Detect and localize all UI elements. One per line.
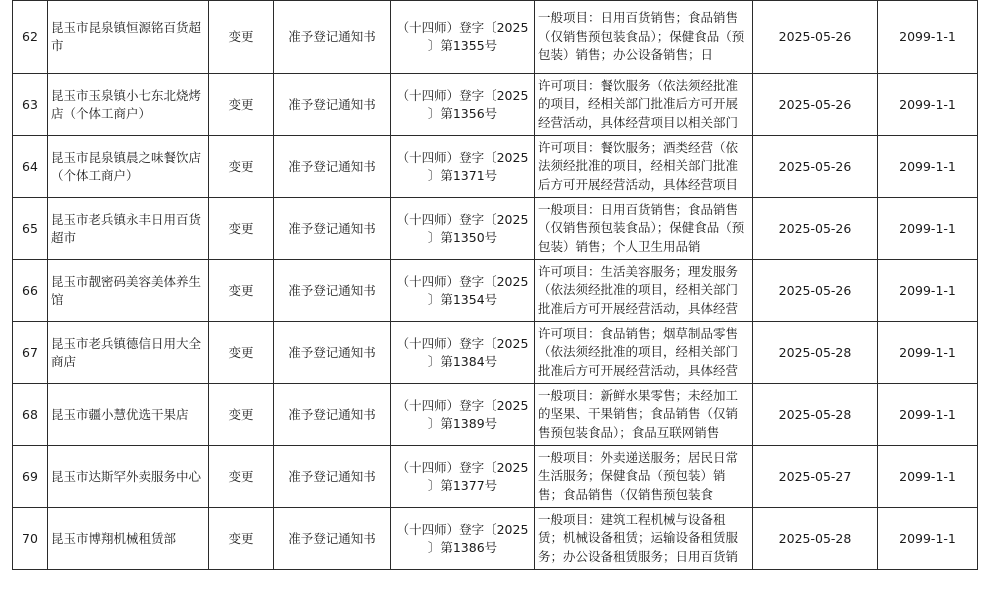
table-row <box>13 198 978 260</box>
registration-number-line1: （十四师）登字〔2025 <box>396 459 529 475</box>
change-type: 变更 <box>209 384 274 446</box>
registration-number-line1: （十四师）登字〔2025 <box>396 273 529 289</box>
document-type: 准予登记通知书 <box>274 1 391 74</box>
business-scope <box>535 198 753 260</box>
table-row <box>13 74 978 136</box>
change-type: 变更 <box>209 198 274 260</box>
decision-date: 2025-05-26 <box>753 136 878 198</box>
valid-until: 2099-1-1 <box>878 384 978 446</box>
registration-number-line2: 〕第1384号 <box>427 353 498 369</box>
table-row <box>13 384 978 446</box>
decision-date: 2025-05-28 <box>753 508 878 570</box>
row-number: 66 <box>13 260 48 322</box>
registration-number-line1: （十四师）登字〔2025 <box>396 335 529 351</box>
business-name: 昆玉市老兵镇永丰日用百货超市 <box>48 198 209 260</box>
registration-number <box>391 198 535 260</box>
business-name: 昆玉市博翔机械租赁部 <box>48 508 209 570</box>
registration-number-line2: 〕第1356号 <box>427 105 498 121</box>
business-scope <box>535 322 753 384</box>
document-type: 准予登记通知书 <box>274 74 391 136</box>
valid-until: 2099-1-1 <box>878 74 978 136</box>
change-type: 变更 <box>209 508 274 570</box>
decision-date: 2025-05-26 <box>753 260 878 322</box>
business-name: 昆玉市昆泉镇晨之味餐饮店（个体工商户） <box>48 136 209 198</box>
table-row <box>13 1 978 74</box>
change-type: 变更 <box>209 260 274 322</box>
document-type: 准予登记通知书 <box>274 446 391 508</box>
registration-number-line1: （十四师）登字〔2025 <box>396 397 529 413</box>
change-type: 变更 <box>209 446 274 508</box>
registration-number-line1: （十四师）登字〔2025 <box>396 149 529 165</box>
registration-number-line1: （十四师）登字〔2025 <box>396 211 529 227</box>
valid-until: 2099-1-1 <box>878 508 978 570</box>
registration-table-page <box>12 0 977 570</box>
table-row <box>13 322 978 384</box>
registration-number-line2: 〕第1355号 <box>427 38 498 53</box>
registration-number-line2: 〕第1377号 <box>427 477 498 493</box>
row-number: 65 <box>13 198 48 260</box>
registration-number <box>391 384 535 446</box>
registration-number-line1: （十四师）登字〔2025 <box>396 521 529 537</box>
registration-number-line2: 〕第1354号 <box>427 291 498 307</box>
registration-number-line1: （十四师）登字〔2025 <box>396 87 529 103</box>
business-scope-text: 许可项目：食品销售；烟草制品零售（依法须经批准的项目，经相关部门批准后方可开展经营活动，具体经营 <box>538 325 739 378</box>
row-number: 62 <box>13 1 48 74</box>
row-number: 70 <box>13 508 48 570</box>
document-type: 准予登记通知书 <box>274 384 391 446</box>
registration-number <box>391 260 535 322</box>
business-scope-text: 许可项目：生活美容服务；理发服务（依法须经批准的项目，经相关部门批准后方可开展经营活动，具体经营 <box>538 263 739 316</box>
document-type: 准予登记通知书 <box>274 322 391 384</box>
table-row <box>13 260 978 322</box>
business-scope <box>535 74 753 136</box>
valid-until: 2099-1-1 <box>878 446 978 508</box>
registration-number <box>391 74 535 136</box>
table-row <box>13 508 978 570</box>
business-name: 昆玉市达斯罕外卖服务中心 <box>48 446 209 508</box>
business-scope <box>535 260 753 322</box>
registration-number <box>391 1 535 74</box>
business-scope <box>535 508 753 570</box>
table-row <box>13 446 978 508</box>
business-name: 昆玉市昆泉镇恒源铭百货超市 <box>48 1 209 74</box>
valid-until: 2099-1-1 <box>878 198 978 260</box>
change-type: 变更 <box>209 322 274 384</box>
decision-date: 2025-05-28 <box>753 384 878 446</box>
registration-number-line2: 〕第1389号 <box>427 415 498 431</box>
change-type: 变更 <box>209 136 274 198</box>
document-type: 准予登记通知书 <box>274 136 391 198</box>
row-number: 63 <box>13 74 48 136</box>
valid-until: 2099-1-1 <box>878 260 978 322</box>
registration-number-line1: （十四师）登字〔2025 <box>396 20 529 35</box>
decision-date: 2025-05-28 <box>753 322 878 384</box>
business-name: 昆玉市老兵镇德信日用大全商店 <box>48 322 209 384</box>
row-number: 64 <box>13 136 48 198</box>
change-type: 变更 <box>209 1 274 74</box>
registration-number <box>391 446 535 508</box>
change-type: 变更 <box>209 74 274 136</box>
registration-number-line2: 〕第1386号 <box>427 539 498 555</box>
decision-date: 2025-05-26 <box>753 198 878 260</box>
table-row <box>13 136 978 198</box>
business-name: 昆玉市靓密码美容美体养生馆 <box>48 260 209 322</box>
business-scope <box>535 136 753 198</box>
business-scope-text: 一般项目：日用百货销售；食品销售（仅销售预包装食品）；保健食品（预包装）销售；个人卫生用品销 <box>538 201 745 254</box>
valid-until: 2099-1-1 <box>878 322 978 384</box>
business-scope-text: 一般项目：建筑工程机械与设备租赁；机械设备租赁；运输设备租赁服务；办公设备租赁服务；日用百货销 <box>538 511 739 564</box>
registration-number <box>391 508 535 570</box>
business-name: 昆玉市疆小慧优选干果店 <box>48 384 209 446</box>
business-scope-text: 许可项目：餐饮服务；酒类经营（依法须经批准的项目，经相关部门批准后方可开展经营活动，具体经营项目 <box>538 139 739 192</box>
row-number: 68 <box>13 384 48 446</box>
business-name: 昆玉市玉泉镇小七东北烧烤店（个体工商户） <box>48 74 209 136</box>
registration-table <box>12 0 978 570</box>
business-scope <box>535 1 753 74</box>
business-scope-text: 一般项目：新鲜水果零售；未经加工的坚果、干果销售；食品销售（仅销售预包装食品）；食品互联网销售 <box>538 387 739 440</box>
valid-until: 2099-1-1 <box>878 1 978 74</box>
business-scope <box>535 384 753 446</box>
business-scope-text: 一般项目：日用百货销售；食品销售（仅销售预包装食品）；保健食品（预包装）销售；办公设备销售；日 <box>538 10 745 63</box>
table-body <box>13 1 978 570</box>
registration-number-line2: 〕第1371号 <box>427 167 498 183</box>
decision-date: 2025-05-27 <box>753 446 878 508</box>
document-type: 准予登记通知书 <box>274 508 391 570</box>
business-scope-text: 许可项目：餐饮服务（依法须经批准的项目，经相关部门批准后方可开展经营活动，具体经营项目以相关部门 <box>538 77 739 130</box>
decision-date: 2025-05-26 <box>753 74 878 136</box>
document-type: 准予登记通知书 <box>274 198 391 260</box>
business-scope-text: 一般项目：外卖递送服务；居民日常生活服务；保健食品（预包装）销售；食品销售（仅销售预包装食 <box>538 449 739 502</box>
registration-number-line2: 〕第1350号 <box>427 229 498 245</box>
business-scope <box>535 446 753 508</box>
registration-number <box>391 322 535 384</box>
document-type: 准予登记通知书 <box>274 260 391 322</box>
registration-number <box>391 136 535 198</box>
valid-until: 2099-1-1 <box>878 136 978 198</box>
decision-date: 2025-05-26 <box>753 1 878 74</box>
row-number: 67 <box>13 322 48 384</box>
row-number: 69 <box>13 446 48 508</box>
